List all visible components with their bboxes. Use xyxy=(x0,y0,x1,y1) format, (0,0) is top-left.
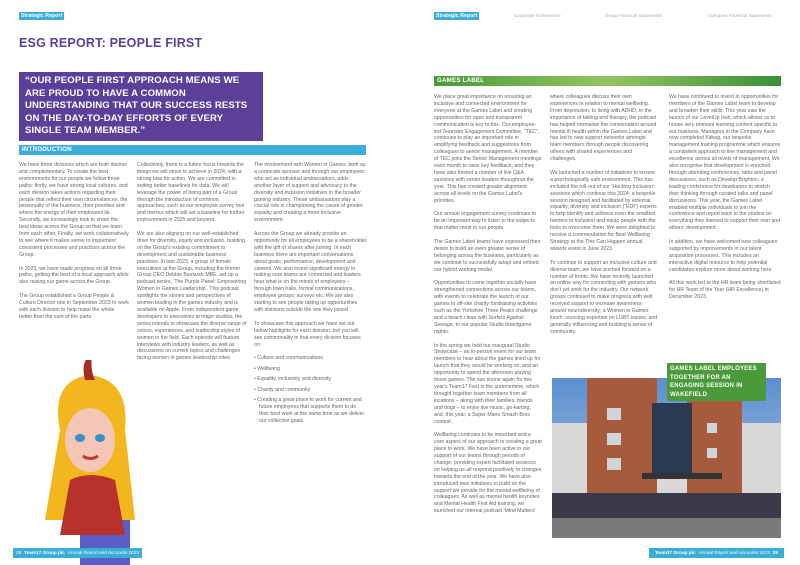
introduction-heading: INTRODUCTION xyxy=(19,145,366,155)
paragraph: where colleagues discuss their own experiences in relation to mental wellbeing. From depression, to living with ADHD, to the importance of talking and therapy, the podcast has helped normalise the conversation around mental ill health within the Games Label and has led to new support networks amongst team members through people discovering others with shared experiences and challenges. xyxy=(550,94,657,163)
list-item: • Equality, inclusivity and diversity xyxy=(254,376,367,383)
photo-caption: GAMES LABEL EMPLOYEES TOGETHER FOR AN ENGAGING SESSION IN WAKEFIELD xyxy=(667,363,766,401)
focus-list xyxy=(254,355,367,424)
nav-corporate-governance[interactable]: Corporate Governance xyxy=(514,13,561,18)
games-column-1 xyxy=(434,94,542,522)
list-item: • Wellbeing xyxy=(254,366,367,373)
paragraph: Collectively, there is a future focus towards the things we will strive to achieve in 2024, with a strong bias for action. We are committed to setting better baselines for data. We will leverage the power of being part of a Group through the introduction of common approaches, such as our employee survey tool and metrics which will set a baseline for further improvement in 2025 and beyond. xyxy=(137,162,245,224)
paragraph: We place great importance on ensuring an inclusive and connected environment for everyone at the Games Label and creating opportunities for open and transparent communication is key to this. Our employee-led Teamster Engagement Committee, “TEC”, continues to play an important role in amplifying feedback and suggestions from colleagues to senior management. A member of TEC joins the Senior Management meetings each month to raise key feedback, and they have also hosted a number of live Q&A sessions with senior leaders throughout the year. This has created greater alignment across all levels on the Games Label's priorities. xyxy=(434,94,542,204)
document-title: Annual Report and Accounts 2023 xyxy=(67,550,139,555)
list-item: • Culture and communications xyxy=(254,355,367,362)
document-title: Annual Report and Accounts 2023 xyxy=(698,550,770,555)
nav-strategic-report[interactable]: Strategic Report xyxy=(436,12,478,19)
company-name: Team17 Group plc xyxy=(24,550,65,555)
paragraph: All this work led to the HR team being shortlisted for HR Team of the Year (HR Excellence) in December 2023. xyxy=(669,280,781,301)
team-photo xyxy=(552,378,781,538)
page-number: 28 xyxy=(16,550,22,555)
nav-company-financial-statements[interactable]: Company Financial Statements xyxy=(708,13,772,18)
page-title: ESG REPORT: PEOPLE FIRST xyxy=(19,36,203,50)
nav-group-financial-statements[interactable]: Group Financial Statements xyxy=(605,13,662,18)
character-illustration xyxy=(30,360,145,565)
games-label-heading: GAMES LABEL xyxy=(434,76,781,86)
paragraph: We have three divisions which are both distinct and complementary. To create the best environments for our people we follow three paths: firstly, we have strong local cultures, and each division takes actions regarding their people that reflect their own circumstances, the personality of the business, their priorities and where the energy of their employees lie. Secondly, we increasingly look to share the best ideas across the Group so that we learn from each other. Finally, we work collaboratively to see where it makes sense to implement consistent processes and practices across the Group. xyxy=(19,162,129,258)
section-tag[interactable]: Strategic Report xyxy=(21,12,63,19)
paragraph: Wellbeing continues to be important and a core aspect of our approach to creating a great place to work. We have been active in our support of our teams through periods of change, providing expert facilitated sessions on helping us all respond positively to changes towards the end of the year. We have also introduced new initiatives to build on the support we provide for the mental wellbeing of colleagues. As well as mental health keynotes and Mental Health First Aid training, we launched our internal podcast 'Mind Matters' xyxy=(434,432,542,515)
paragraph: The Games Label teams have expressed their desire to build an even greater sense of belonging across the business, particularly as we continue to successfully adapt and embed our hybrid working model. xyxy=(434,239,541,273)
company-name: Team17 Group plc xyxy=(655,550,696,555)
intro-column-3 xyxy=(254,162,367,428)
footer-right xyxy=(649,548,784,558)
intro-column-2 xyxy=(137,162,247,369)
footer-left xyxy=(13,548,142,558)
intro-column-1 xyxy=(19,162,129,328)
paragraph: To continue to support an inclusive culture and diverse team, we have pushed forward on a number of fronts. We have recently launched an online way for connecting with gamers who don't yet work for the industry. Our network groups continued to make progress with well received support to increase awareness around neurodiversity; a Women in Games lunch; sourcing expertise on LGBT issues; and generally influencing and building a sense of community. xyxy=(550,259,658,335)
list-item: • Creating a great place to work for current and future employees that supports them to do their best work at the same time as we deliver our collective goals. xyxy=(254,397,367,425)
page-number: 29 xyxy=(772,550,778,555)
games-column-3 xyxy=(669,94,781,308)
paragraph: In 2023, we have made progress on all three paths, getting the best of a local approach while also raising our game across the Group. xyxy=(19,265,129,286)
paragraph: In the spring we held our inaugural Studio Showcase – an in-person event for our team members to hear about the games lined up for launch that they would be working on, and an opportunity to spend the afternoon playing those games. The sun shone again for this year's Team17 Fest in the summertime, which brought together team members from all locations – along with their families, friends and dogs – to enjoy live music, go-karting, and, this year, a Super Mario Smash Bros contest. xyxy=(434,342,541,425)
paragraph: The Group established a Group People & Culture Director role in September 2023 to work with each division to help make the whole better than the sum of the parts. xyxy=(19,293,129,320)
paragraph: Across the Group we already provide an opportunity for all employees to be a shareholder with the gift of shares after joining. In each business there are important conversations about goals, performance, development and careers. We also invest significant energy in making sure teams are connected and leaders hear what is on the minds of employees – through town halls, formal communications, employee groups, surveys etc. We are also starting to see people taking up opportunities with divisions outside the one they joined. xyxy=(254,231,367,314)
paragraph: We launched a number of initiatives to ensure a psychologically safe environment. This has included the roll-out of our 'Hacking Inclusion' sessions which continue into 2024; a bespoke session designed and facilitated by external equality, diversity and inclusion (“EDI”) experts to help identify and address even the smallest barriers to inclusion and equip people with the tools to overcome them. We were delighted to receive a commendation for Best Wellbeing Strategy at the This Can Happen annual awards event in June 2023. xyxy=(550,169,657,252)
list-item: • Charity and community xyxy=(254,387,367,394)
games-column-2 xyxy=(550,94,658,343)
paragraph: The involvement with Women in Games, both as a corporate sponsor and through our employees who act as individual ambassadors, adds another layer of support and advocacy to the diversity and inclusion initiatives in the broader gaming industry. These ambassadors play a crucial role in championing the cause of gender equality and creating a more inclusive environment. xyxy=(254,162,366,224)
pull-quote: “OUR PEOPLE FIRST APPROACH MEANS WE ARE PROUD TO HAVE A COMMON UNDERSTANDING THAT OUR SUCCESS RESTS ON THE DAY-TO-DAY EFFORTS OF EVERY SINGLE TEAM MEMBER.” xyxy=(19,72,263,141)
paragraph: We are also aligning on our well-established drive for diversity, equity and inclusion, building on the Group's existing commitment to development and sustainable business practices. In late 2023, a group of female executives at the Group, including the former Group CEO Debbie Bestwick MBE, set up a podcast series, 'The Purple Panel: Empowering Women in Games Leadership'. This podcast spotlights the stories and perspectives of women leading in the games industry and is available on Apple. From independent game developers to executives at major studios, the series intends to showcase the diverse range of voices, experiences, and leadership styles of women in the field. Each episode will feature interviews with industry leaders, as well as discussions on current topics and challenges facing women in games leadership roles. xyxy=(137,231,247,362)
paragraph: Opportunities to come together socially have strengthened connections across our teams, with events to celebrate the launch of our games to off-site charity fundraising activities such as the Yorkshire Three Peaks challenge and a beach clean with Surfers Against Sewage, to our popular Studio boardgame nights. xyxy=(434,280,538,335)
paragraph: To showcase this approach we have set out below highlights for each division, but you will see commonality in that every division focuses on: xyxy=(254,320,361,348)
paragraph: Our annual engagement survey continues to be an important way to listen to the subjects that matter most to our people. xyxy=(434,211,537,232)
paragraph: In addition, we have welcomed new colleagues supported by improvements in our talent acquisition processes. This includes an interactive digital resource to help potential candidates explore more about working here. xyxy=(669,239,778,273)
paragraph: We have continued to invest in opportunities for members of the Games Label team to develop and broaden their skills. This year saw the launch of our LevelUp Hub, which allows us to house very relevant learning content specific to our business. Managers in the Company have now completed Kitbag, our bespoke management training programme which ensures a consistent approach to line management and excellence across all levels of management. We also recognise that development is enriched through attending conferences, talks and panel discussions, such as Develop:Brighton, a leading conference for developers to stretch their thinking through curated talks and panel discussions. This year, the Games Label enabled multiple individuals to join the conference and report back to the studios on everything they learned to support their own and others' development. xyxy=(669,94,781,232)
